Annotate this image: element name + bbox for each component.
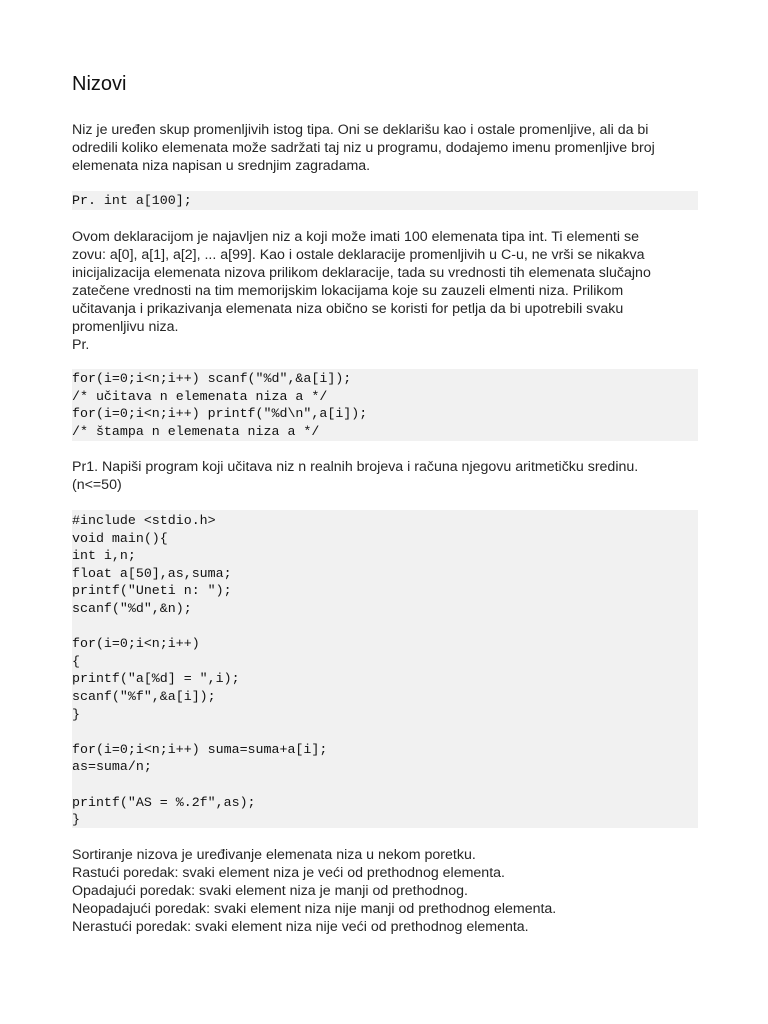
text-line: promenljivu niza. bbox=[72, 319, 179, 335]
code-line: scanf("%d",&n); bbox=[72, 600, 192, 616]
code-line: } bbox=[72, 706, 80, 722]
text-line: zovu: a[0], a[1], a[2], ... a[99]. Kao i ostale deklaracije promenljivih u C-u, ne vrši se nikakva bbox=[72, 247, 645, 263]
text-line: elemenata niza napisan u srednjim zagradama. bbox=[72, 158, 371, 174]
code-line: printf("AS = %.2f",as); bbox=[72, 794, 256, 810]
code-line: } bbox=[72, 812, 80, 828]
code-block-program bbox=[72, 510, 698, 828]
code-line bbox=[72, 776, 698, 794]
example-task-paragraph bbox=[72, 458, 698, 494]
text-line: Pr1. Napiši program koji učitava niz n realnih brojeva i računa njegovu aritmetičku sredinu. bbox=[72, 459, 639, 475]
code-line: /* štampa n elemenata niza a */ bbox=[72, 423, 320, 439]
text-line: Nerastući poredak: svaki element niza nije veći od prethodnog elementa. bbox=[72, 919, 529, 935]
text-line: Opadajući poredak: svaki element niza je manji od prethodnog. bbox=[72, 883, 468, 899]
code-line: /* učitava n elemenata niza a */ bbox=[72, 388, 328, 404]
code-line: printf("Uneti n: "); bbox=[72, 583, 232, 599]
code-line: printf("a[%d] = ",i); bbox=[72, 671, 240, 687]
code-line: #include <stdio.h> bbox=[72, 513, 216, 528]
text-line: inicijalizacija elemenata nizova prilikom deklaracije, tada su vrednosti tih elemenata slučajno bbox=[72, 265, 651, 281]
text-line: učitavanja i prikazivanja elemenata niza obično se koristi for petlja da bi upotrebili svaku bbox=[72, 301, 624, 317]
code-line bbox=[72, 723, 698, 741]
text-line: (n<=50) bbox=[72, 477, 122, 493]
code-line: scanf("%f",&a[i]); bbox=[72, 688, 216, 704]
code-block-declaration bbox=[72, 191, 698, 210]
code-line: for(i=0;i<n;i++) suma=suma+a[i]; bbox=[72, 741, 328, 757]
code-line: { bbox=[72, 653, 80, 669]
code-line: int i,n; bbox=[72, 548, 136, 564]
code-line: for(i=0;i<n;i++) bbox=[72, 636, 200, 652]
code-line: Pr. int a[100]; bbox=[72, 193, 192, 208]
sorting-paragraph bbox=[72, 846, 698, 936]
text-line: odredili koliko elemenata može sadržati taj niz u programu, dodajemo imenu promenljive broj bbox=[72, 140, 655, 156]
declaration-explanation-paragraph bbox=[72, 228, 698, 354]
intro-paragraph bbox=[72, 121, 698, 175]
code-line: void main(){ bbox=[72, 530, 168, 546]
code-line bbox=[72, 618, 698, 636]
text-line: Ovom deklaracijom je najavljen niz a koji može imati 100 elemenata tipa int. Ti elementi se bbox=[72, 229, 639, 245]
text-line: Sortiranje nizova je uređivanje elemenata niza u nekom poretku. bbox=[72, 847, 476, 863]
code-line: for(i=0;i<n;i++) printf("%d\n",a[i]); bbox=[72, 406, 368, 422]
code-block-loops bbox=[72, 369, 698, 441]
code-line: as=suma/n; bbox=[72, 759, 152, 775]
text-line: Rastući poredak: svaki element niza je veći od prethodnog elementa. bbox=[72, 865, 505, 881]
text-line: Pr. bbox=[72, 337, 90, 353]
page-title: Nizovi bbox=[72, 73, 127, 95]
text-line: Niz je uređen skup promenljivih istog tipa. Oni se deklarišu kao i ostale promenljive, ali da bi bbox=[72, 122, 649, 138]
code-line: float a[50],as,suma; bbox=[72, 565, 232, 581]
text-line: zatečene vrednosti na tim memorijskim lokacijama koje su zauzeli elmenti niza. Prilikom bbox=[72, 283, 624, 299]
code-line: for(i=0;i<n;i++) scanf("%d",&a[i]); bbox=[72, 371, 352, 386]
text-line: Neopadajući poredak: svaki element niza nije manji od prethodnog elementa. bbox=[72, 901, 557, 917]
